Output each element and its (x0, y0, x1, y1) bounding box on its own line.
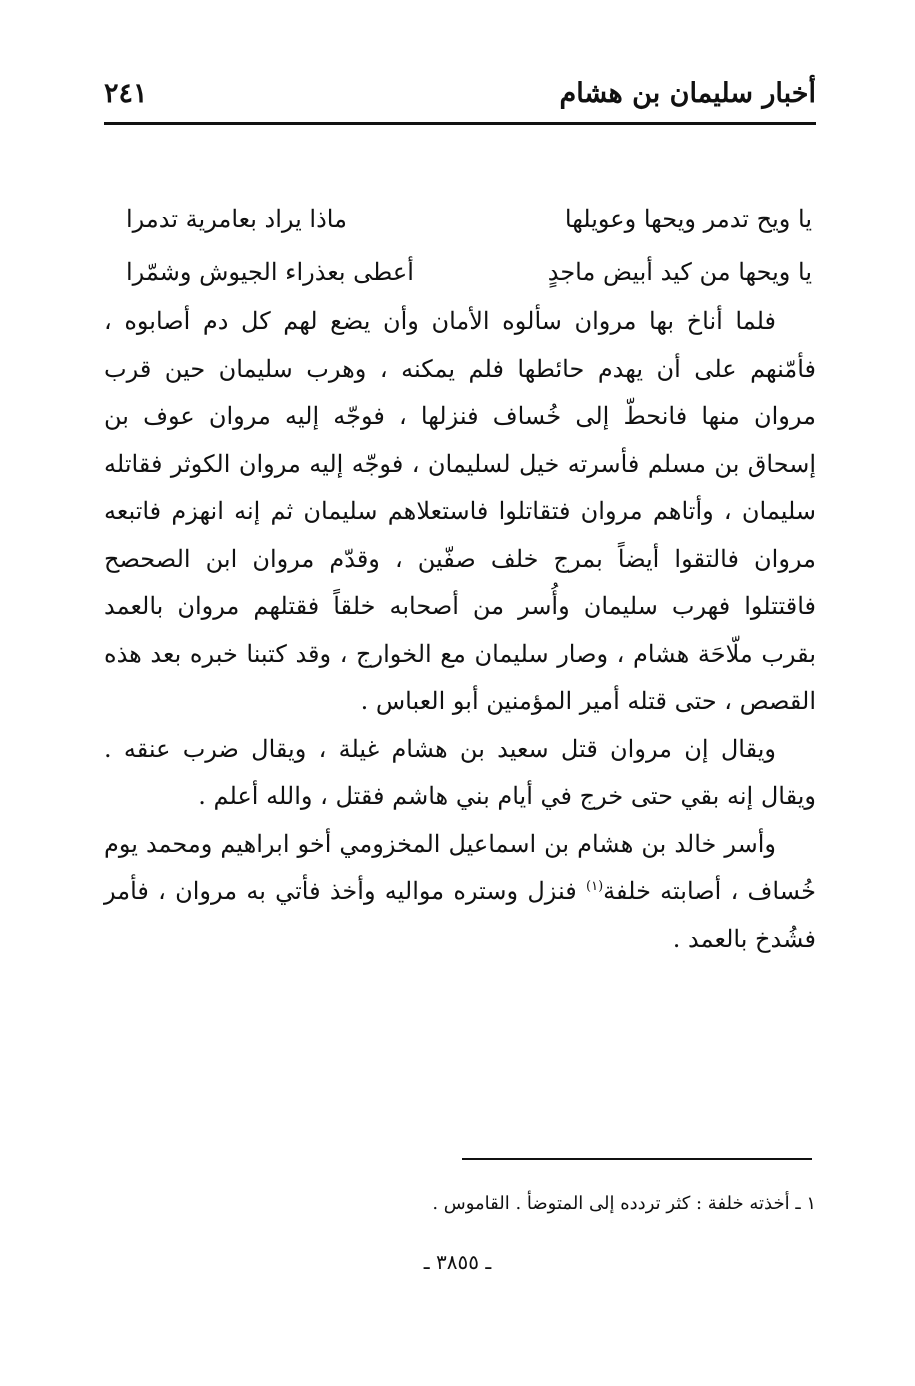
main-text (104, 298, 816, 963)
verse-second-hemistich: ماذا يراد بعامرية تدمرا (126, 205, 347, 233)
paragraph-with-footnote (104, 821, 816, 964)
footnote-reference[interactable]: (١) (586, 879, 604, 894)
header-rule (104, 122, 816, 125)
header-title: أخبار سليمان بن هشام (559, 78, 816, 109)
paragraph-text: فنزل وستره مواليه وأخذ فأتي به مروان ، فأمر فشُدخ بالعمد . (104, 877, 816, 953)
verse-first-hemistich: يا ويحها من كيد أبيض ماجدٍ (547, 258, 812, 286)
running-header (104, 78, 816, 118)
verse-second-hemistich: أعطى بعذراء الجيوش وشمّرا (126, 258, 414, 286)
header-page-number: ٢٤١ (104, 78, 148, 109)
footnote-separator (462, 1158, 812, 1160)
poem-verses (126, 205, 812, 311)
verse-first-hemistich: يا ويح تدمر ويحها وعويلها (564, 205, 812, 233)
paragraph: ويقال إن مروان قتل سعيد بن هشام غيلة ، ويقال ضرب عنقه . ويقال إنه بقي حتى خرج في أيام بني هاشم فقتل ، والله أعلم . (104, 734, 816, 810)
footnote: ١ ـ أخذته خلفة : كثر تردده إلى المتوضأ . القاموس . (432, 1193, 816, 1214)
paragraph-text: وأسر خالد بن هشام بن اسماعيل المخزومي أخو ابراهيم ومحمد يوم خُساف ، أصابته خلفة (104, 829, 816, 905)
verse-line (126, 205, 812, 258)
page-footer-number: ـ ٣٨٥٥ ـ (423, 1250, 492, 1274)
paragraph: فلما أناخ بها مروان سألوه الأمان وأن يضع لهم كل دم أصابوه ، فأمّنهم على أن يهدم حائطها فلم يمكنه ، وهرب سليمان حين قرب مروان منها فانحطّ إلى خُساف فنزلها ، فوجّه إليه مروان عوف بن إسحاق بن مسلم فأسرته خيل لسليمان ، فوجّه إليه مروان الكوثر فقاتله سليمان ، وأتاهم مروان فتقاتلوا فاستعلاهم سليمان ثم إنه انهزم فاتبعه مروان فالتقوا أيضاً بمرج خلف صفّين ، وقدّم مروان ابن الصحصح فاقتتلوا فهرب سليمان وأُسر من أصحابه خلقاً فقتلهم مروان بالعمد بقرب ملّاحَة هشام ، وصار سليمان مع الخوارج ، وقد كتبنا خبره بعد هذه القصص ، حتى قتله أمير المؤمنين أبو العباس . (104, 307, 816, 715)
